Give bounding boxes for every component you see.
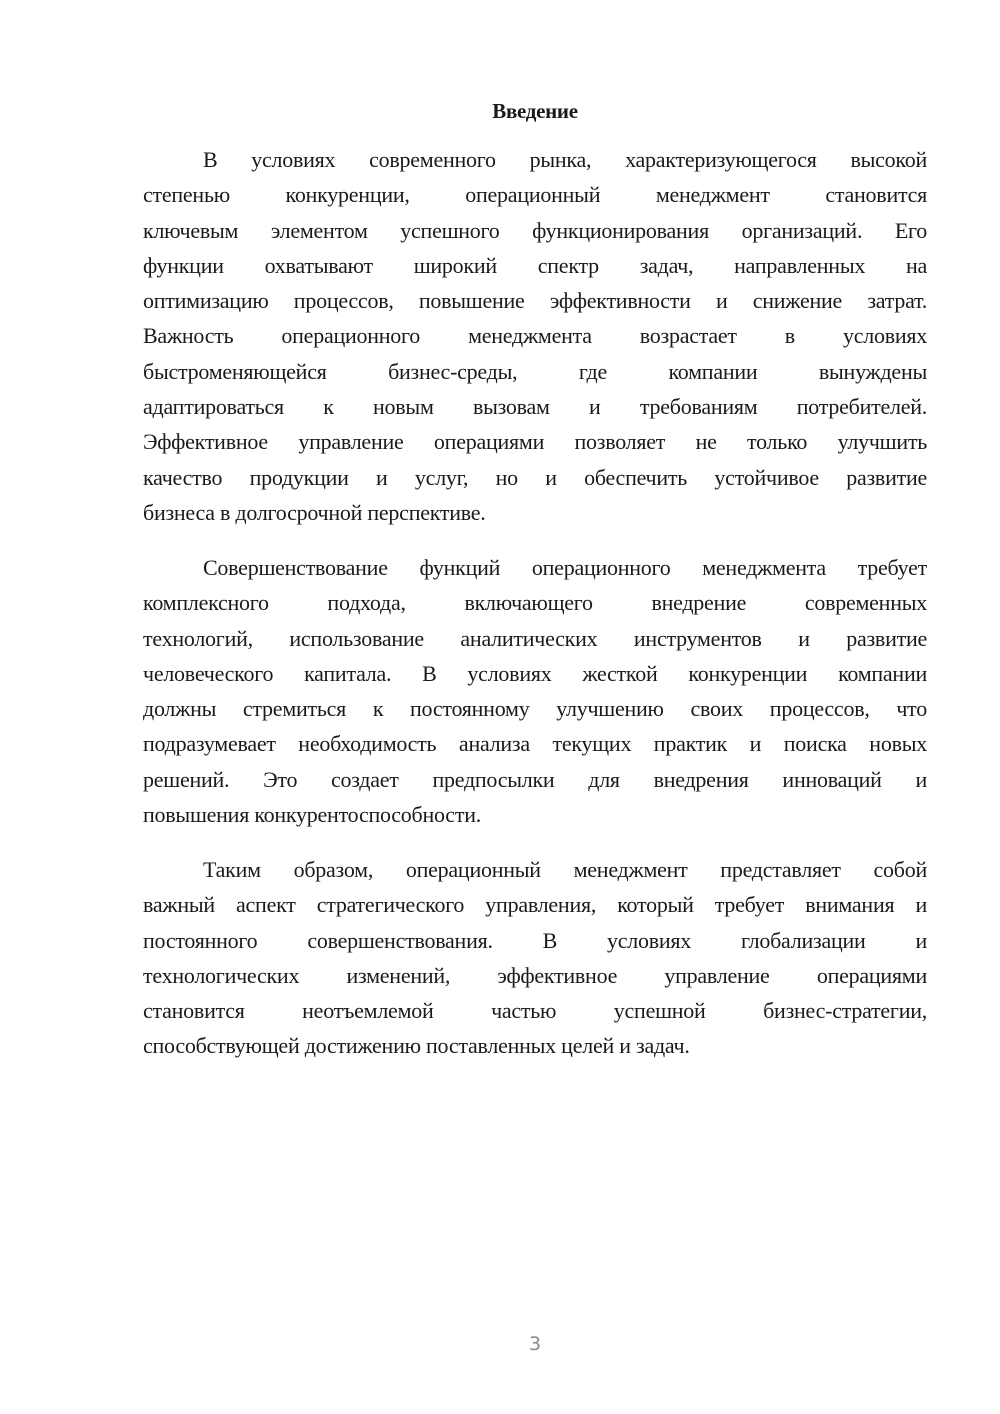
text-line: подразумевает необходимость анализа текущих практик и поиска новых xyxy=(143,731,927,757)
text-line: адаптироваться к новым вызовам и требованиям потребителей. xyxy=(143,394,927,420)
text-line: оптимизацию процессов, повышение эффективности и снижение затрат. xyxy=(143,288,927,314)
text-line: Эффективное управление операциями позволяет не только улучшить xyxy=(143,429,927,455)
text-line: бизнеса в долгосрочной перспективе. xyxy=(143,499,486,525)
paragraph-3 xyxy=(143,852,927,1064)
text-line: технологических изменений, эффективное управление операциями xyxy=(143,962,927,988)
text-line: постоянного совершенствования. В условиях глобализации и xyxy=(143,927,927,953)
text-line: степенью конкуренции, операционный менеджмент становится xyxy=(143,182,927,208)
page-number: 3 xyxy=(528,1333,542,1355)
text-line: В условиях современного рынка, характеризующегося высокой xyxy=(203,147,927,172)
text-line: качество продукции и услуг, но и обеспечить устойчивое развитие xyxy=(143,464,927,490)
text-line: Таким образом, операционный менеджмент представляет собой xyxy=(203,857,927,882)
text-line: ключевым элементом успешного функционирования организаций. Его xyxy=(143,217,927,243)
text-line: комплексного подхода, включающего внедрение современных xyxy=(143,590,927,616)
text-line: человеческого капитала. В условиях жесткой конкуренции компании xyxy=(143,660,927,686)
text-line: Важность операционного менеджмента возрастает в условиях xyxy=(143,323,927,349)
text-line: становится неотъемлемой частью успешной бизнес-стратегии, xyxy=(143,998,927,1024)
paragraph-2 xyxy=(143,550,927,832)
text-line: технологий, использование аналитических инструментов и развитие xyxy=(143,625,927,651)
text-line: повышения конкурентоспособности. xyxy=(143,802,481,828)
text-line: функции охватывают широкий спектр задач, направленных на xyxy=(143,252,927,278)
text-line: решений. Это создает предпосылки для внедрения инноваций и xyxy=(143,766,927,792)
text-line: должны стремиться к постоянному улучшению своих процессов, что xyxy=(143,696,927,722)
section-heading: Введение xyxy=(492,99,578,123)
text-line: Совершенствование функций операционного менеджмента требует xyxy=(203,555,927,580)
paragraph-1 xyxy=(143,142,927,530)
text-line: быстроменяющейся бизнес-среды, где компании вынуждены xyxy=(143,358,927,384)
text-line: важный аспект стратегического управления, который требует внимания и xyxy=(143,892,927,918)
text-line: способствующей достижению поставленных целей и задач. xyxy=(143,1033,690,1059)
